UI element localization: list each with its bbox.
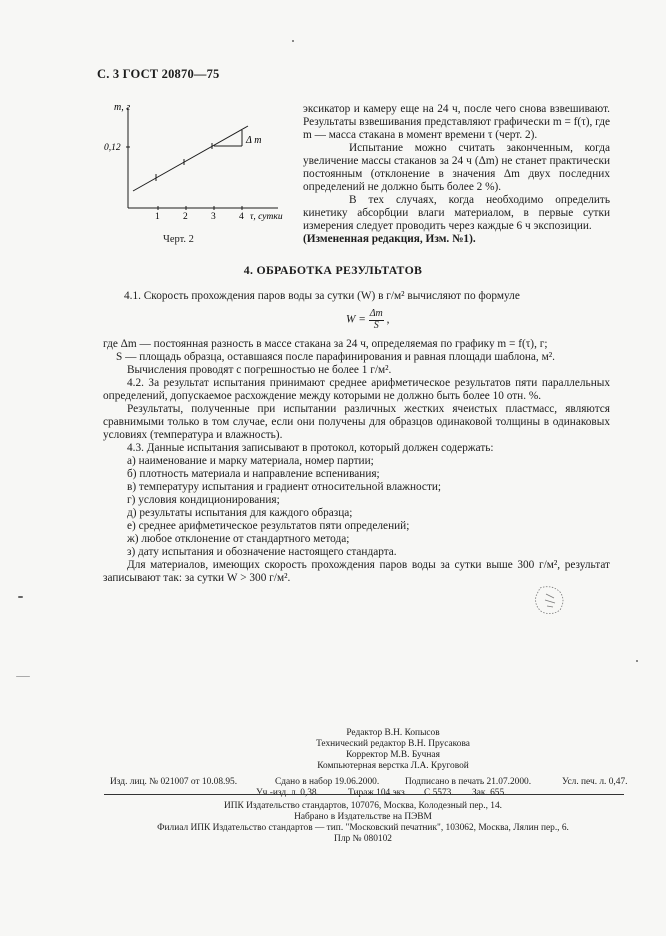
x-tick-label-1: 1 <box>155 212 160 222</box>
imprint-line: Набрано в Издательстве на ПЭВМ <box>294 812 432 822</box>
delta-m-label: Δ m <box>246 135 262 146</box>
imprint-line: Филиал ИПК Издательство стандартов — тип. "Московский печатник", 103062, Москва, Лялин пер., 6. <box>157 823 569 833</box>
formula-fraction <box>369 309 384 331</box>
section-title: 4. ОБРАБОТКА РЕЗУЛЬТАТОВ <box>243 263 423 277</box>
body-paragraph: Для материалов, имеющих скорость прохождения паров воды за сутки выше 300 г/м², результат записывают так: за сутки W > 300 г/м². <box>103 559 610 584</box>
body-paragraph: где Δm — постоянная разность в массе стакана за 24 ч, определяемая по графику m = f(τ), г; <box>103 338 548 350</box>
pub-signed: Подписано в печать 21.07.2000. <box>405 777 532 787</box>
right-column-text <box>303 103 610 246</box>
pub-acc: Уч.-изд. л. 0,38. <box>256 788 319 798</box>
divider <box>104 794 624 795</box>
scan-mark <box>636 660 638 662</box>
scan-mark <box>18 596 23 598</box>
y-axis-label: m, г <box>114 102 131 113</box>
page-header: С. 3 ГОСТ 20870—75 <box>97 67 220 81</box>
credit-editor: Редактор В.Н. Копысов <box>346 728 440 738</box>
body-paragraph: Вычисления проводят с погрешностью не более 1 г/м². <box>127 364 392 376</box>
formula-tail: , <box>386 313 390 326</box>
body-paragraph: г) условия кондиционирования; <box>127 494 280 506</box>
x-axis-label: τ, сутки <box>250 212 283 222</box>
formula <box>346 309 389 331</box>
amendment-note: (Измененная редакция, Изм. №1). <box>303 233 476 245</box>
pub-sent: Сдано в набор 19.06.2000. <box>275 777 380 787</box>
body-paragraph: з) дату испытания и обозначение настоящего стандарта. <box>127 546 397 558</box>
x-tick-label-4: 4 <box>239 212 244 222</box>
main-body-text <box>103 338 610 585</box>
body-paragraph: в) температуру испытания и градиент относительной влажности; <box>127 481 442 493</box>
scan-mark <box>292 40 294 42</box>
imprint-block <box>0 801 666 845</box>
moisture-graph <box>98 98 298 228</box>
body-paragraph: 4.2. За результат испытания принимают среднее арифметическое результатов пяти параллельных определений, допускаемое расхождение между которыми не должно быть более 10 отн. %. <box>103 377 610 402</box>
imprint-line: ИПК Издательство стандартов, 107076, Москва, Колодезный пер., 14. <box>223 801 502 811</box>
y-tick-label: 0,12 <box>104 143 121 153</box>
pub-license: Изд. лиц. № 021007 от 10.08.95. <box>110 777 238 787</box>
body-paragraph: б) плотность материала и направление вспенивания; <box>127 468 380 480</box>
formula-lhs: W = <box>346 313 366 326</box>
credits-block <box>0 728 666 772</box>
pub-run: Тираж 104 экз. <box>348 788 408 798</box>
formula-numerator: Δm <box>369 308 383 319</box>
graph-caption: Черт. 2 <box>163 234 194 245</box>
body-paragraph: ж) любое отклонение от стандартного метода; <box>127 533 350 545</box>
x-tick-label-3: 3 <box>211 212 216 222</box>
formula-denominator: S <box>373 320 379 331</box>
clause-4-1: 4.1. Скорость прохождения паров воды за сутки (W) в г/м² вычисляют по формуле <box>124 290 520 302</box>
pub-order: Зак. 655. <box>472 788 507 798</box>
paragraph: эксикатор и камеру еще на 24 ч, после чего снова взвешивают. Результаты взвешивания представляют графически m = f(τ), где m — масса стакана в момент времени τ (черт. 2). <box>303 103 610 141</box>
credit-layout: Компьютерная верстка Л.А. Круговой <box>317 761 469 771</box>
body-paragraph: 4.3. Данные испытания записывают в протокол, который должен содержать: <box>127 442 494 454</box>
body-paragraph: д) результаты испытания для каждого образца; <box>127 507 353 519</box>
stamp-icon <box>530 584 570 618</box>
paragraph: Испытание можно считать законченным, когда увеличение массы стаканов за 24 ч (Δm) не станет практически постоянным (отклонение в значения Δm двух последних определений не должно быть более 2 %). <box>303 142 610 193</box>
body-paragraph: е) среднее арифметическое результатов пяти определений; <box>127 520 410 532</box>
credit-tech-editor: Технический редактор В.Н. Прусакова <box>316 739 470 749</box>
pub-c: С 5573. <box>424 788 454 798</box>
mass-line <box>133 126 248 191</box>
paragraph: В тех случаях, когда необходимо определить кинетику абсорбции влаги материалом, в первые сутки измерения следует проводить через каждые 6 ч экспозиции. <box>303 194 610 232</box>
body-paragraph: Результаты, полученные при испытании различных жестких ячеистых пластмасс, являются сравнимыми только в том случае, если они получены для образцов одинаковой толщины в одинаковых условиях (температура и влажность). <box>103 403 610 441</box>
pub-sheets: Усл. печ. л. 0,47. <box>562 777 628 787</box>
body-paragraph: а) наименование и марку материала, номер партии; <box>127 455 374 467</box>
x-tick-label-2: 2 <box>183 212 188 222</box>
imprint-line: Плр № 080102 <box>334 834 392 844</box>
credit-proofreader: Корректор М.В. Бучная <box>346 750 440 760</box>
scan-mark <box>16 676 30 677</box>
body-paragraph: S — площадь образца, оставшаяся после парафинирования и равная площади шаблона, м². <box>116 351 555 363</box>
